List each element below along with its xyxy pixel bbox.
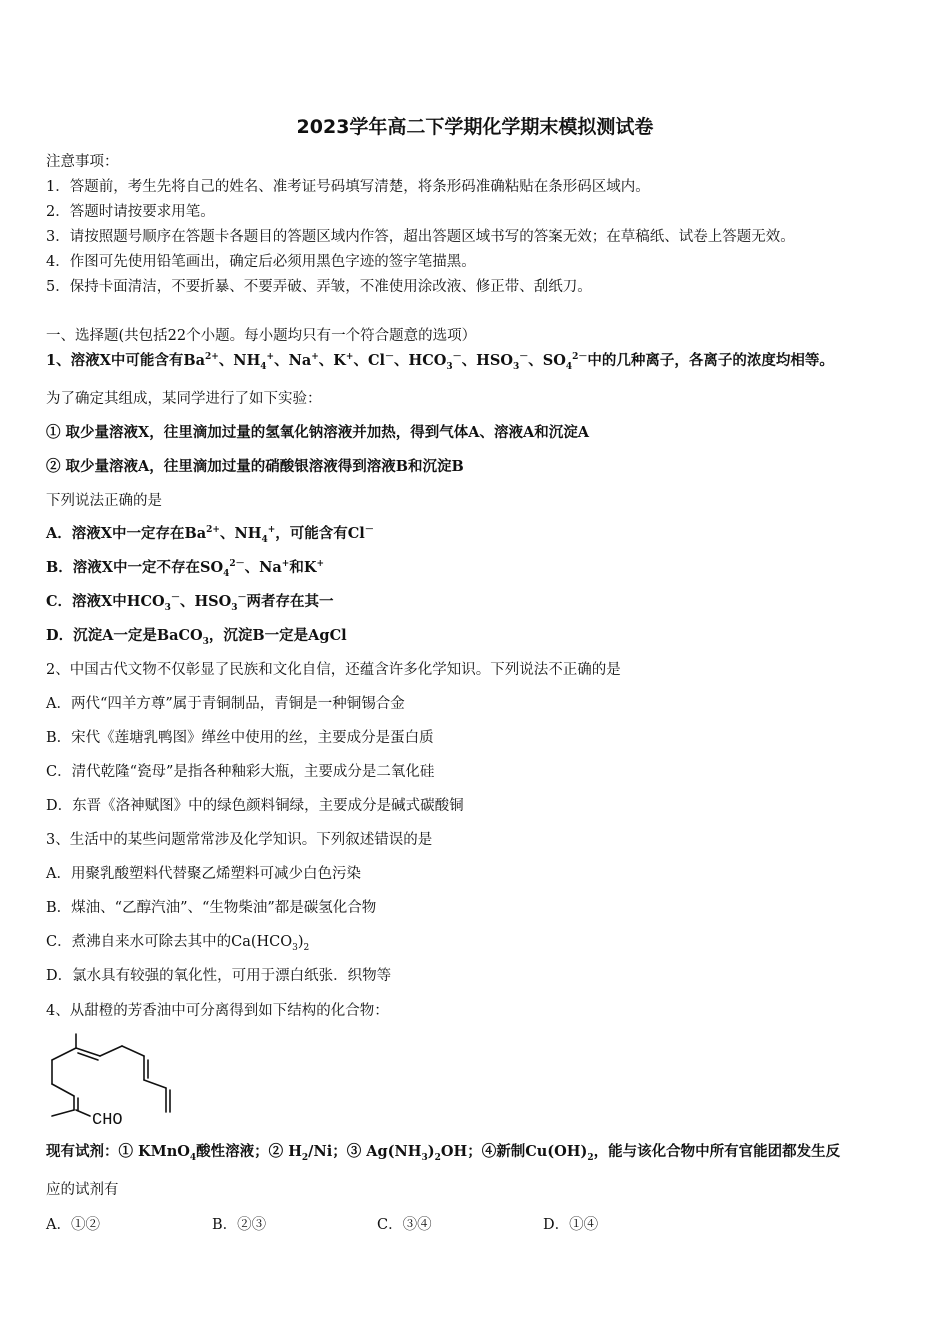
- q1-experiment-1: ① 取少量溶液X，往里滴加过量的氢氧化钠溶液并加热，得到气体A、溶液A和沉淀A: [46, 424, 590, 441]
- q3-option-a[interactable]: A．用聚乳酸塑料代替聚乙烯塑料可减少白色污染: [46, 866, 361, 882]
- q2-option-a[interactable]: A．两代“四羊方尊”属于青铜制品，青铜是一种铜锡合金: [46, 696, 405, 712]
- q1-experiment-2: ② 取少量溶液A，往里滴加过量的硝酸银溶液得到溶液B和沉淀B: [46, 458, 464, 475]
- q1-option-a[interactable]: A．溶液X中一定存在$Ba^{2+}$、$NH_4^+$，可能含有Cl－: [46, 525, 374, 545]
- q1-option-c[interactable]: C．溶液X中$HCO_3^-$、$HSO_3^-$两者存在其一: [46, 593, 334, 613]
- q2-option-b[interactable]: B．宋代《莲塘乳鸭图》缂丝中使用的丝，主要成分是蛋白质: [46, 730, 434, 746]
- q3-option-b[interactable]: B．煤油、“乙醇汽油”、“生物柴油”都是碳氢化合物: [46, 900, 377, 916]
- q4-stem: 4、从甜橙的芳香油中可分离得到如下结构的化合物：: [46, 1003, 389, 1019]
- q1-option-d[interactable]: D．沉淀A一定是BaCO$_3$，沉淀B一定是AgCl: [46, 627, 347, 647]
- section-heading: 一、选择题(共包括22个小题。每小题均只有一个符合题意的选项）: [46, 328, 477, 344]
- q4-option-d[interactable]: D．①④: [543, 1217, 599, 1233]
- q4-reagents-cont: 应的试剂有: [46, 1182, 119, 1198]
- q1-question: 下列说法正确的是: [46, 493, 162, 509]
- q3-stem: 3、生活中的某些问题常常涉及化学知识。下列叙述错误的是: [46, 832, 433, 848]
- q4-option-b[interactable]: B．②③: [212, 1217, 267, 1233]
- q4-option-c[interactable]: C．③④: [377, 1217, 432, 1233]
- q4-structure-label: CHO: [92, 1111, 123, 1130]
- q4-structure-diagram: [40, 1030, 200, 1130]
- notice-item-1: 1．答题前，考生先将自己的姓名、准考证号码填写清楚，将条形码准确粘贴在条形码区域内。: [46, 179, 650, 195]
- q3-option-c[interactable]: C．煮沸自来水可除去其中的$Ca(HCO_3)_2$: [46, 934, 310, 953]
- notice-item-4: 4．作图可先使用铅笔画出，确定后必须用黑色字迹的签字笔描黑。: [46, 254, 476, 270]
- notice-heading: 注意事项：: [46, 154, 119, 170]
- q2-stem: 2、中国古代文物不仅彰显了民族和文化自信，还蕴含许多化学知识。下列说法不正确的是: [46, 662, 621, 678]
- notice-item-2: 2．答题时请按要求用笔。: [46, 204, 215, 220]
- q1-option-b[interactable]: B．溶液X中一定不存在$SO_4^{2-}$、Na+和K+: [46, 559, 324, 579]
- notice-item-3: 3．请按照题号顺序在答题卡各题目的答题区域内作答，超出答题区域书写的答案无效；在草稿纸、试卷上答题无效。: [46, 229, 795, 245]
- q1-intro: 为了确定其组成，某同学进行了如下实验：: [46, 391, 322, 407]
- page-title: 2023学年高二下学期化学期末模拟测试卷: [296, 116, 654, 138]
- q4-option-a[interactable]: A．①②: [46, 1217, 100, 1233]
- q2-option-c[interactable]: C．清代乾隆“瓷母”是指各种釉彩大瓶，主要成分是二氧化硅: [46, 764, 435, 780]
- q2-option-d[interactable]: D．东晋《洛神赋图》中的绿色颜料铜绿，主要成分是碱式碳酸铜: [46, 798, 464, 814]
- notice-item-5: 5．保持卡面清洁，不要折暴、不要弄破、弄皱，不准使用涂改液、修正带、刮纸刀。: [46, 279, 592, 295]
- q4-reagents: 现有试剂：① KMnO$_4$酸性溶液；② $H_2/Ni$；③ $Ag(NH_3)_2OH$；④新制$Cu(OH)_2$，能与该化合物中所有官能团都发生反: [46, 1143, 841, 1163]
- q3-option-d[interactable]: D．氯水具有较强的氧化性，可用于漂白纸张．织物等: [46, 968, 392, 984]
- q1-stem: 1、溶液X中可能含有$Ba^{2+}$、$NH_4^+$、Na+、K+、Cl－、$HCO_3^-$、$HSO_3^-$、$SO_4^{2-}$中的几种离子，各离子的浓度均相等。: [46, 352, 834, 372]
